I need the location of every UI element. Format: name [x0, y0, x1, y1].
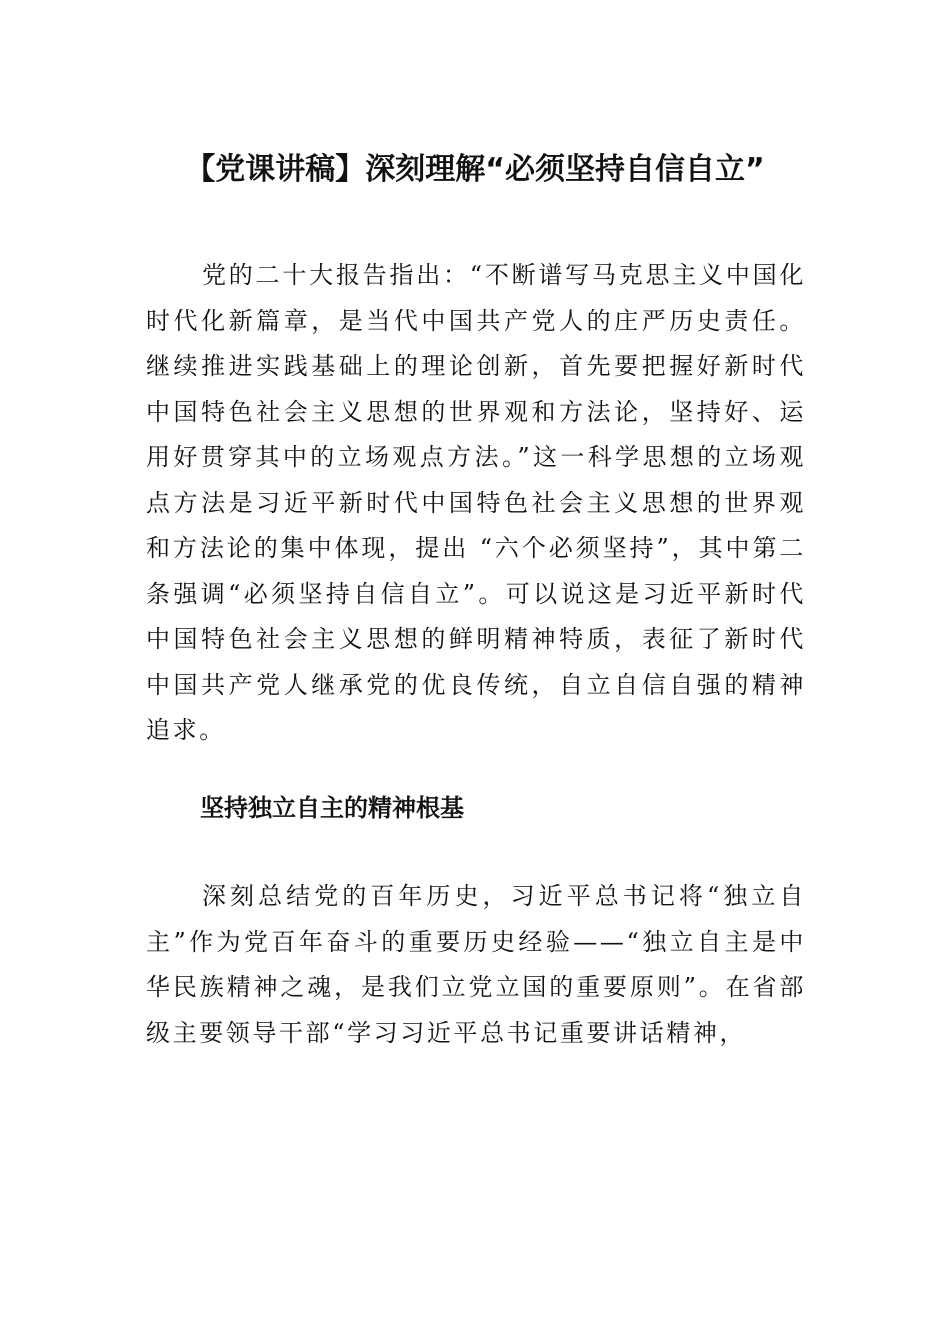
document-title: 【党课讲稿】深刻理解“必须坚持自信自立” [185, 152, 765, 187]
body-paragraph-intro: 党的二十大报告指出：“不断谱写马克思主义中国化时代化新篇章，是当代中国共产党人的庄严历史责任。继续推进实践基础上的理论创新，首先要把握好新时代中国特色社会主义思想的世界观和方法论，坚持好、运用好贯穿其中的立场观点方法。”这一科学思想的立场观点方法是习近平新时代中国特色社会主义思想的世界观和方法论的集中体现，提出 “六个必须坚持”，其中第二条强调“必须坚持自信自立”。可以说这是习近平新时代中国特色社会主义思想的鲜明精神特质，表征了新时代中国共产党人继承党的优良传统，自立自信自强的精神追求。 [146, 261, 806, 744]
body-paragraph-history: 深刻总结党的百年历史，习近平总书记将“独立自主”作为党百年奋斗的重要历史经验——“独立自主是中华民族精神之魂，是我们立党立国的重要原则”。在省部级主要领导干部“学习习近平总书记重要讲话精神， [146, 882, 806, 1047]
section-heading: 坚持独立自主的精神根基 [200, 794, 464, 822]
